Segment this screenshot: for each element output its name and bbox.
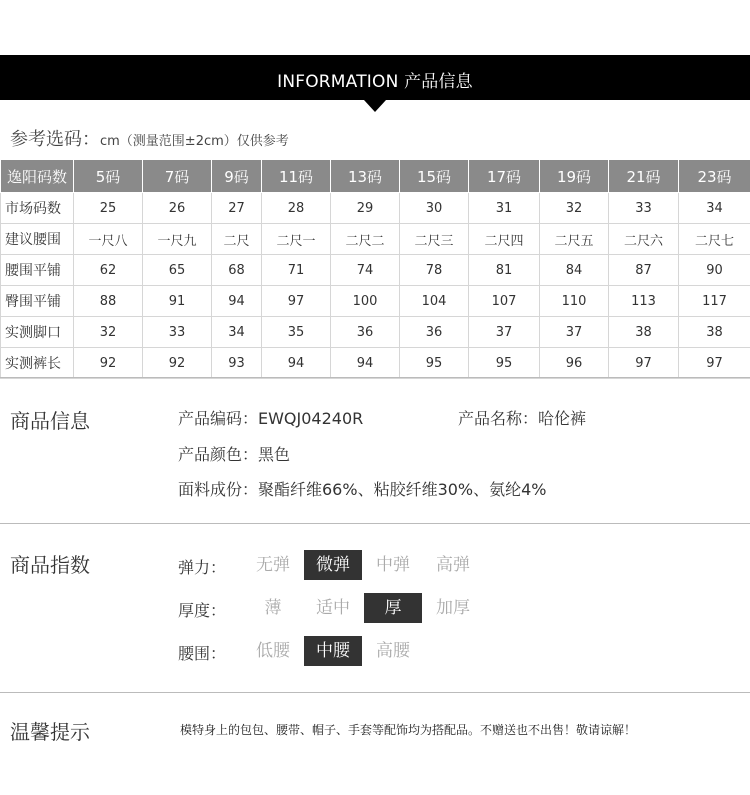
size-reference-note: cm（测量范围±2cm）仅供参考	[100, 134, 289, 149]
table-cell: 36	[331, 317, 400, 348]
product-color: 产品颜色：黑色	[178, 445, 291, 464]
thickness-option: 加厚	[436, 598, 470, 618]
table-cell: 二尺三	[400, 224, 469, 255]
table-cell: 74	[331, 255, 400, 286]
table-cell: 一尺八	[74, 224, 143, 255]
header-cell: 7码	[143, 160, 212, 193]
table-cell: 38	[609, 317, 679, 348]
table-cell: 二尺	[212, 224, 262, 255]
product-info-title: 商品信息	[10, 409, 90, 433]
header-cell: 21码	[609, 160, 679, 193]
table-cell: 33	[143, 317, 212, 348]
header-cell: 5码	[74, 160, 143, 193]
table-cell: 94	[212, 286, 262, 317]
table-cell: 62	[74, 255, 143, 286]
table-cell: 81	[469, 255, 540, 286]
size-table-row	[1, 317, 750, 348]
table-cell: 92	[74, 348, 143, 379]
table-cell: 二尺五	[540, 224, 609, 255]
table-cell: 94	[331, 348, 400, 379]
product-material: 面料成份：聚酯纤维66%、粘胶纤维30%、氨纶4%	[178, 480, 547, 499]
banner-title: INFORMATION 产品信息	[277, 72, 473, 92]
table-cell: 65	[143, 255, 212, 286]
notice-text: 模特身上的包包、腰带、帽子、手套等配饰均为搭配品。不赠送也不出售！敬请谅解！	[180, 723, 637, 737]
table-cell: 二尺六	[609, 224, 679, 255]
size-table-header	[1, 160, 750, 193]
table-cell: 91	[143, 286, 212, 317]
info-banner	[0, 55, 750, 100]
divider	[0, 692, 750, 693]
row-label: 建议腰围	[1, 224, 74, 255]
header-cell: 17码	[469, 160, 540, 193]
table-cell: 25	[74, 193, 143, 224]
table-cell: 90	[679, 255, 750, 286]
table-cell: 31	[469, 193, 540, 224]
product-index-title: 商品指数	[10, 553, 90, 577]
size-reference	[10, 125, 289, 151]
table-cell: 35	[262, 317, 331, 348]
table-cell: 94	[262, 348, 331, 379]
table-cell: 二尺四	[469, 224, 540, 255]
elasticity-option: 中弹	[376, 555, 410, 575]
waist-label: 腰围：	[178, 644, 227, 663]
table-cell: 二尺二	[331, 224, 400, 255]
waist-option-selected: 中腰	[304, 636, 362, 666]
row-label: 实测脚口	[1, 317, 74, 348]
header-cell: 13码	[331, 160, 400, 193]
table-cell: 30	[400, 193, 469, 224]
table-cell: 92	[143, 348, 212, 379]
header-cell: 逸阳码数	[1, 160, 74, 193]
table-cell: 88	[74, 286, 143, 317]
elasticity-option-selected: 微弹	[304, 550, 362, 580]
thickness-option-selected: 厚	[364, 593, 422, 623]
table-cell: 二尺一	[262, 224, 331, 255]
table-cell: 113	[609, 286, 679, 317]
table-cell: 37	[540, 317, 609, 348]
product-name: 产品名称：哈伦裤	[458, 409, 587, 428]
table-cell: 37	[469, 317, 540, 348]
header-cell: 15码	[400, 160, 469, 193]
header-cell: 23码	[679, 160, 750, 193]
table-cell: 71	[262, 255, 331, 286]
table-cell: 33	[609, 193, 679, 224]
size-reference-title: 参考选码：	[10, 129, 100, 150]
size-table-row	[1, 224, 750, 255]
header-cell: 11码	[262, 160, 331, 193]
row-label: 市场码数	[1, 193, 74, 224]
elasticity-label: 弹力：	[178, 558, 227, 577]
table-cell: 38	[679, 317, 750, 348]
table-cell: 97	[679, 348, 750, 379]
table-cell: 117	[679, 286, 750, 317]
table-cell: 28	[262, 193, 331, 224]
table-cell: 95	[469, 348, 540, 379]
table-cell: 87	[609, 255, 679, 286]
size-table-row	[1, 255, 750, 286]
table-cell: 104	[400, 286, 469, 317]
table-cell: 34	[679, 193, 750, 224]
size-table-row	[1, 193, 750, 224]
elasticity-option: 无弹	[256, 555, 290, 575]
table-cell: 107	[469, 286, 540, 317]
table-cell: 29	[331, 193, 400, 224]
size-table	[0, 159, 750, 379]
size-table-row	[1, 348, 750, 379]
thickness-option: 薄	[264, 598, 282, 618]
row-label: 实测裤长	[1, 348, 74, 379]
table-cell: 26	[143, 193, 212, 224]
row-label: 腰围平铺	[1, 255, 74, 286]
thickness-option: 适中	[316, 598, 350, 618]
table-cell: 97	[262, 286, 331, 317]
header-cell: 9码	[212, 160, 262, 193]
table-cell: 36	[400, 317, 469, 348]
table-cell: 97	[609, 348, 679, 379]
table-cell: 96	[540, 348, 609, 379]
product-code: 产品编码：EWQJ04240R	[178, 409, 364, 428]
table-cell: 34	[212, 317, 262, 348]
table-cell: 一尺九	[143, 224, 212, 255]
banner-notch	[364, 100, 386, 112]
divider	[0, 523, 750, 524]
table-cell: 78	[400, 255, 469, 286]
table-cell: 110	[540, 286, 609, 317]
table-cell: 95	[400, 348, 469, 379]
table-cell: 二尺七	[679, 224, 750, 255]
table-cell: 84	[540, 255, 609, 286]
row-label: 臀围平铺	[1, 286, 74, 317]
table-cell: 32	[74, 317, 143, 348]
table-cell: 93	[212, 348, 262, 379]
divider	[0, 377, 750, 378]
size-table-row	[1, 286, 750, 317]
notice-title: 温馨提示	[10, 720, 90, 744]
header-cell: 19码	[540, 160, 609, 193]
table-cell: 27	[212, 193, 262, 224]
waist-option: 高腰	[376, 641, 410, 661]
table-cell: 100	[331, 286, 400, 317]
table-cell: 68	[212, 255, 262, 286]
thickness-label: 厚度：	[178, 601, 227, 620]
waist-option: 低腰	[256, 641, 290, 661]
elasticity-option: 高弹	[436, 555, 470, 575]
table-cell: 32	[540, 193, 609, 224]
